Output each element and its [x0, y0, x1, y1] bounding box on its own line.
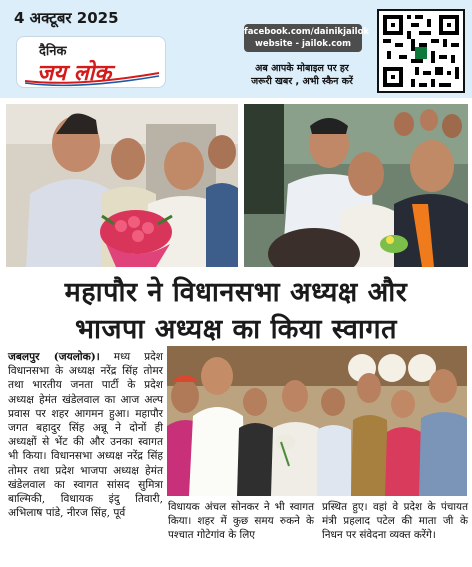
issue-date: 4 अक्टूबर 2025 — [14, 9, 119, 27]
headline-line-1: महापौर ने विधानसभा अध्यक्ष और — [64, 277, 408, 308]
photo-group-reception — [167, 346, 467, 496]
masthead — [0, 0, 472, 98]
scan-prompt — [232, 62, 372, 88]
photo-welcome-speaker — [6, 104, 238, 267]
logo-small-text: दैनिक — [39, 44, 67, 59]
newspaper-logo — [16, 36, 166, 88]
article-column-1 — [8, 350, 163, 520]
scan-line-1: अब आपके मोबाइल पर हर — [255, 63, 349, 74]
scan-line-2: जरूरी खबर , अभी स्कैन करें — [251, 76, 353, 87]
website-link: website - jailok.com — [255, 39, 351, 49]
social-links-box — [244, 24, 370, 52]
logo-title: जय लोक — [37, 60, 112, 86]
article-column-2: विधायक अंचल सोनकर ने भी स्वागत किया। शहर में कुछ समय रुकने के पश्चात गोटेगांव के लिए — [168, 501, 314, 542]
dateline: जबलपुर (जयलोक)। — [8, 351, 100, 363]
photo-greeting-crowd — [244, 104, 468, 267]
facebook-link: facebook.com/dainikjailok — [244, 27, 370, 37]
qr-code-icon — [377, 9, 465, 93]
headline-line-2: भाजपा अध्यक्ष का किया स्वागत — [75, 314, 397, 345]
article-column-3: प्रस्थित हुए। वहां वे प्रदेश के पंचायत मंत्री प्रहलाद पटेल की माता जी के निधन पर संवेदना व्यक्त करेंगे। — [322, 501, 468, 542]
article-text-1: मध्य प्रदेश विधानसभा के अध्यक्ष नरेंद्र सिंह तोमर तथा भारतीय जनता पार्टी के प्रदेश अध्यक्ष हेमंत खंडेलवाल का आज अल्प प्रवास पर शहर आगमन हुआ। महापौर जगत बहादुर सिंह अन्नू ने दोनों ही अध्यक्षों से भेंट की और उनका स्वागत भी किया। विधानसभा अध्यक्ष नरेंद्र सिंह तोमर तथा प्रदेश भाजपा अध्यक्ष हेमंत खंडेलवाल का स्वागत सांसद सुमित्रा बाल्मिकी, विधायक इंदु तिवारी, अभिलाष पांडे, नीरज सिंह, पूर्व — [8, 351, 163, 520]
